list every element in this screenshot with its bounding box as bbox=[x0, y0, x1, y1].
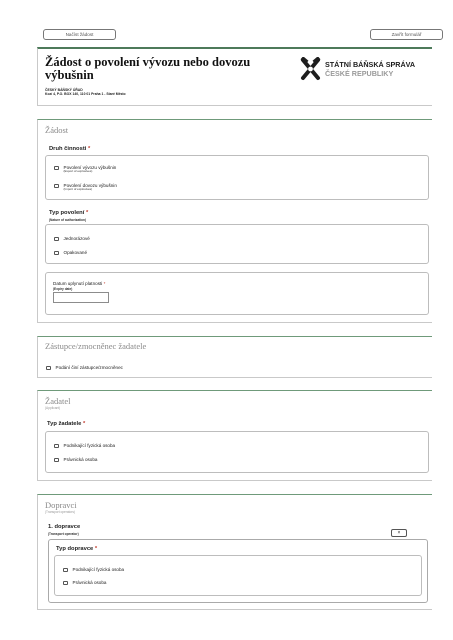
typ-povoleni-options bbox=[45, 224, 429, 264]
section-subtitle: (Transport operators) bbox=[45, 510, 75, 514]
office-address: Kozí 4, P.O. BOX 140, 110 01 Praha 1 - Staré Město bbox=[45, 92, 126, 97]
checkbox-dopravce-pravnicka-osoba[interactable] bbox=[63, 581, 68, 586]
logo-line-2: ČESKÉ REPUBLIKY bbox=[325, 69, 394, 78]
checkbox-opakovane[interactable] bbox=[54, 251, 59, 256]
crossed-hammers-icon bbox=[300, 57, 321, 81]
checkbox-zastupce[interactable] bbox=[46, 366, 51, 371]
section-zastupce bbox=[37, 336, 432, 378]
checkbox-dopravce-fyzicka-osoba[interactable] bbox=[63, 568, 68, 573]
option-pravnicka-osoba[interactable]: Právnická osoba bbox=[54, 457, 97, 462]
dopravce-item-sub: (Transport operator) bbox=[48, 532, 79, 536]
section-dopravci bbox=[37, 494, 432, 610]
section-zadatel bbox=[37, 390, 432, 481]
option-dopravce-pravnicka-osoba[interactable]: Právnická osoba bbox=[63, 580, 106, 585]
dopravce-item-label: 1. dopravce bbox=[48, 524, 81, 530]
druh-cinnosti-options bbox=[45, 155, 429, 200]
section-subtitle: (Applicant) bbox=[45, 406, 61, 410]
typ-povoleni-sub: (Nature of authorization) bbox=[49, 218, 87, 222]
checkbox-fyzicka-osoba[interactable] bbox=[54, 444, 59, 449]
option-opakovane[interactable]: Opakované bbox=[54, 250, 87, 255]
logo-line-1: STÁTNÍ BÁŇSKÁ SPRÁVA bbox=[325, 60, 416, 69]
typ-dopravce-options bbox=[54, 555, 422, 596]
option-dopravce-fyzicka-osoba[interactable]: Podnikající fyzická osoba bbox=[63, 567, 124, 572]
office-info bbox=[45, 88, 126, 97]
datum-platnosti-sub: (Expiry date) bbox=[53, 287, 73, 291]
load-application-button[interactable]: Načíst žádost bbox=[43, 29, 116, 40]
section-title: Zástupce/zmocněnec žadatele bbox=[45, 341, 147, 351]
typ-zadatele-options bbox=[45, 431, 429, 473]
checkbox-import[interactable] bbox=[54, 184, 59, 189]
section-title: Žádost bbox=[45, 125, 69, 135]
dopravce-item-box bbox=[48, 539, 428, 603]
close-form-button[interactable]: Zavřít formulář bbox=[370, 29, 443, 40]
section-title: Dopravci bbox=[45, 500, 77, 510]
office-name: ČESKÝ BÁŇSKÝ ÚŘAD bbox=[45, 88, 83, 92]
typ-dopravce-label: Typ dopravce * bbox=[56, 546, 98, 552]
datum-platnosti-label: Datum uplynutí platnosti * bbox=[53, 281, 106, 286]
checkbox-pravnicka-osoba[interactable] bbox=[54, 458, 59, 463]
typ-zadatele-label: Typ žadatele * bbox=[47, 421, 86, 427]
druh-cinnosti-label: Druh činnosti * bbox=[49, 146, 91, 152]
expiry-date-input[interactable] bbox=[53, 292, 109, 303]
section-zadost bbox=[37, 119, 432, 323]
option-import[interactable]: Povolení dovozu výbušnin (Import of explosives) bbox=[54, 183, 117, 192]
remove-dopravce-button[interactable]: × bbox=[391, 529, 407, 537]
typ-povoleni-label: Typ povolení * bbox=[49, 210, 89, 216]
option-jednorazove[interactable]: Jednorázové bbox=[54, 236, 90, 241]
agency-logo bbox=[300, 57, 415, 81]
header-card bbox=[37, 47, 432, 106]
option-fyzicka-osoba[interactable]: Podnikající fyzická osoba bbox=[54, 443, 115, 448]
option-zastupce[interactable]: Podání činí zástupce/zmocněnec bbox=[46, 365, 123, 370]
checkbox-export[interactable] bbox=[54, 166, 59, 171]
page-title: Žádost o povolení vývozu nebo dovozu výbušnin bbox=[45, 55, 251, 82]
section-title: Žadatel bbox=[45, 396, 71, 406]
checkbox-jednorazove[interactable] bbox=[54, 237, 59, 242]
option-export[interactable]: Povolení vývozu výbušnin (Export of explosives) bbox=[54, 165, 116, 174]
datum-platnosti-box bbox=[45, 272, 429, 315]
